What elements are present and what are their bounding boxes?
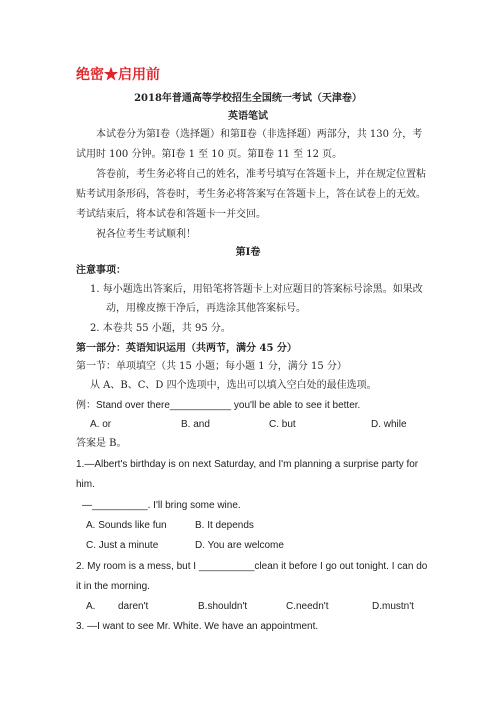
question-1-option-c: C. Just a minute [86, 540, 159, 551]
note-1-line-1: 1. 每小题选出答案后，用铅笔将答题卡上对应题目的答案标号涂黑。如果改 [90, 284, 423, 295]
question-3-line-1: 3. —I want to see Mr. White. We have an appointment. [76, 621, 319, 632]
subject-title: 英语笔试 [228, 111, 268, 122]
question-2-line-1: 2. My room is a mess, but I __________clean it before I go out tonight. I can do [76, 561, 428, 572]
intro-paragraph-3: 祝各位考生考试顺利！ [96, 229, 196, 240]
example-stem: 例：Stand over there___________ you'll be able to see it better. [76, 400, 361, 411]
question-2-option-d: D.mustn't [372, 601, 414, 612]
question-1-line-2: him. [76, 479, 95, 490]
question-2-option-a: A. [86, 601, 96, 612]
part1-instruction: 从 A、B、C、D 四个选项中，选出可以填入空白处的最佳选项。 [90, 380, 377, 391]
exam-title: 2018年普通高等学校招生全国统一考试（天津卷） [134, 93, 362, 104]
example-option-c: C. but [269, 419, 296, 430]
question-1-line-1: 1.—Albert's birthday is on next Saturday, and I'm planning a surprise party for [76, 459, 419, 470]
intro-paragraph-2-line-3: 考试结束后，将本试卷和答题卡一并交回。 [76, 209, 266, 220]
question-2-line-2: it in the morning. [76, 581, 150, 592]
intro-paragraph-2-line-1: 答卷前，考生务必将自己的姓名，准考号填写在答题卡上，并在规定位置粘 [96, 169, 426, 180]
part1-heading: 第一部分：英语知识运用（共两节，满分 45 分） [76, 343, 297, 354]
example-option-b: B. and [181, 419, 210, 430]
question-1-line-3: —__________. I'll bring some wine. [82, 500, 241, 511]
intro-paragraph-2-line-2: 贴考试用条形码，答卷时，考生务必将答案写在答题卡上，答在试卷上的无效。 [76, 189, 426, 200]
question-1-option-d: D. You are welcome [195, 540, 284, 551]
question-2-option-a-text: daren't [118, 601, 149, 612]
example-option-a: A. or [90, 419, 112, 430]
part1-section: 第一节：单项填空（共 15 小题；每小题 1 分，满分 15 分） [76, 361, 347, 372]
intro-paragraph-1-line-2: 试用时 100 分钟。第Ⅰ卷 1 至 10 页。第Ⅱ卷 11 至 12 页。 [76, 149, 343, 160]
intro-paragraph-1-line-1: 本试卷分为第Ⅰ卷（选择题）和第Ⅱ卷（非选择题）两部分，共 130 分，考 [96, 129, 423, 140]
note-1-line-2: 动，用橡皮擦干净后，再选涂其他答案标号。 [106, 303, 306, 314]
confidential-label: 绝密★启用前 [76, 67, 160, 83]
question-1-option-a: A. Sounds like fun [86, 520, 167, 531]
example-answer: 答案是 B。 [76, 438, 127, 449]
example-option-d: D. while [371, 419, 407, 430]
question-1-option-b: B. It depends [195, 520, 254, 531]
question-2-option-c: C.needn't [286, 601, 329, 612]
note-2: 2. 本卷共 55 小题，共 95 分。 [90, 323, 231, 334]
question-2-option-b: B.shouldn't [198, 601, 248, 612]
notes-heading: 注意事项： [76, 265, 126, 276]
volume-title: 第Ⅰ卷 [235, 247, 261, 258]
